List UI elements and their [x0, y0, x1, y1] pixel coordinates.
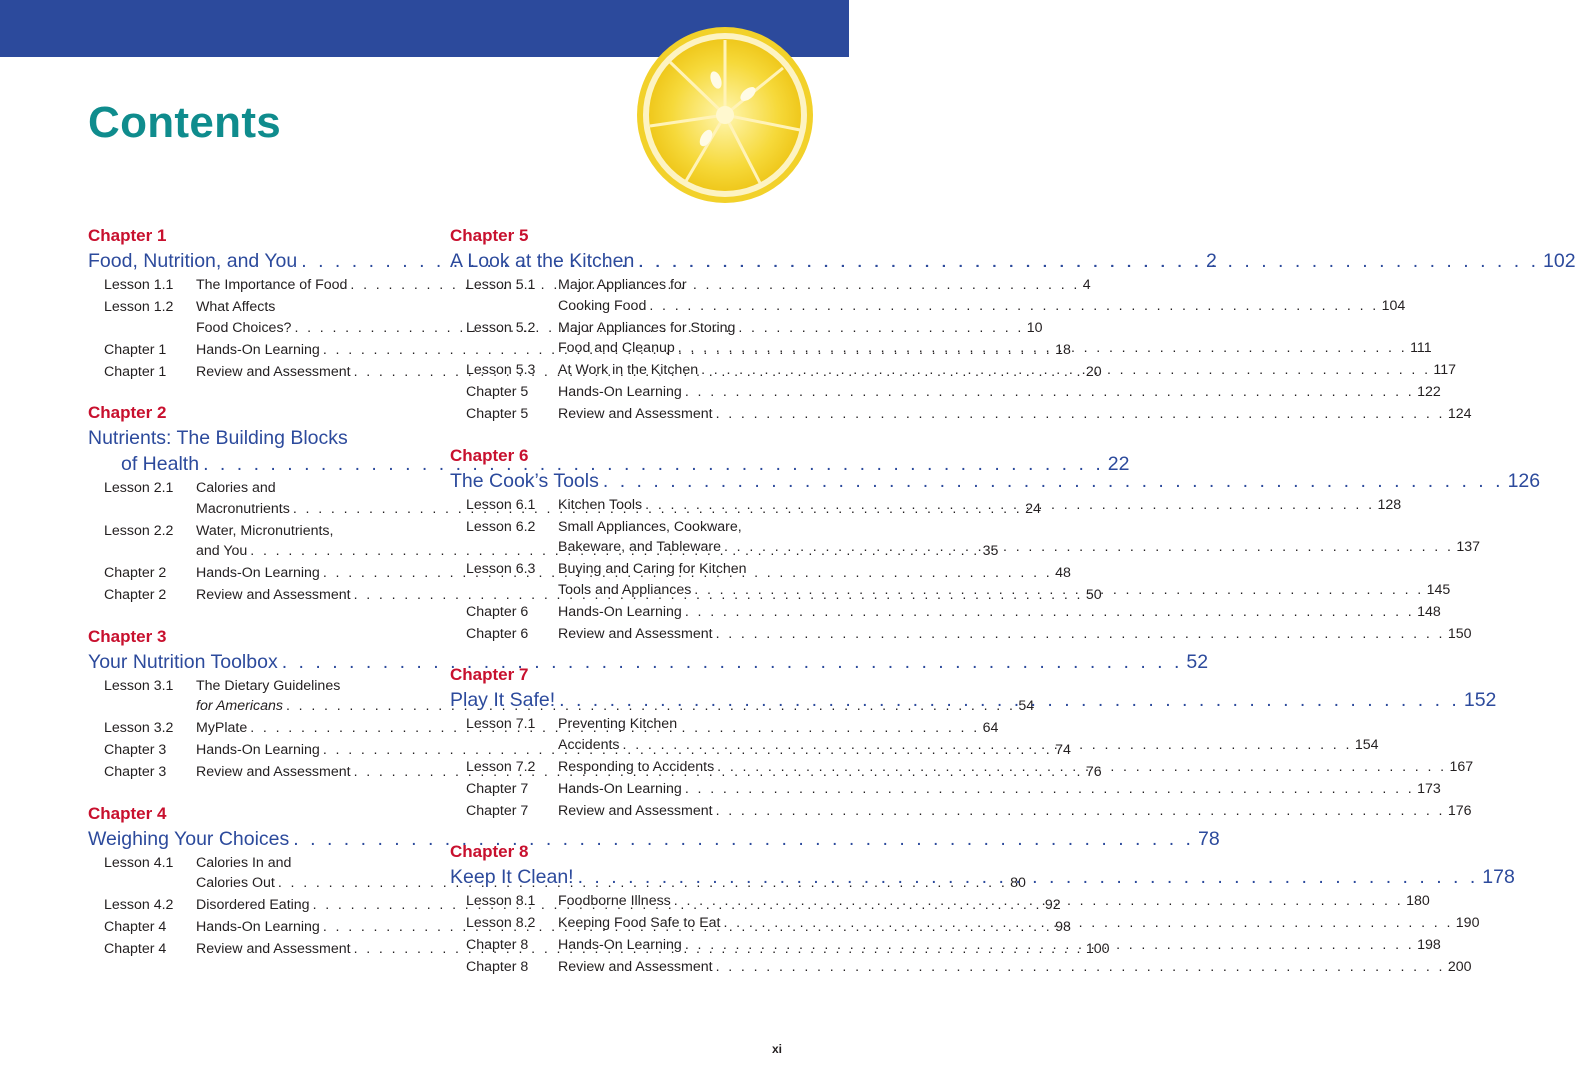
entry-page: 128: [1377, 496, 1402, 513]
entry-id: Lesson 4.2: [104, 897, 174, 913]
page-title: Contents: [88, 98, 282, 147]
toc-entry[interactable]: [450, 801, 1472, 822]
entry-page: 122: [1417, 384, 1441, 400]
entry-page: 50: [1085, 587, 1102, 603]
entry-title: Hands-On Learning: [196, 742, 320, 758]
entry-title: Review and Assessment: [196, 764, 351, 780]
entry-id: Lesson 2.2: [104, 522, 174, 539]
chapter-title: of Health: [121, 453, 200, 475]
entry-title: Kitchen Tools: [558, 496, 643, 513]
chapter-label: Chapter 7: [450, 665, 529, 684]
entry-title: Hands-On Learning: [196, 341, 320, 358]
entry-page: 180: [1406, 893, 1430, 909]
toc-entry[interactable]: [450, 275, 1406, 316]
entry-page: 137: [1456, 539, 1480, 555]
entry-title: Review and Assessment: [558, 625, 713, 642]
dot-leader: [716, 404, 1445, 425]
entry-title: Hands-On Learning: [196, 919, 320, 935]
entry-id: Lesson 8.2: [466, 915, 536, 931]
chapter-title: Your Nutrition Toolbox: [88, 650, 278, 673]
chapter-title: Food, Nutrition, and You: [88, 250, 298, 272]
entry-id: Lesson 3.1: [104, 677, 174, 694]
entry-page: 148: [1417, 603, 1441, 620]
entry-title-line1: Small Appliances, Cookware,: [558, 518, 742, 535]
entry-title: Food and Cleanup: [558, 340, 675, 356]
entry-title: Hands-On Learning: [558, 603, 682, 620]
entry-page: 18: [1055, 341, 1071, 358]
entry-id: Chapter 2: [104, 587, 167, 603]
entry-title: Cooking Food: [558, 297, 647, 314]
dot-leader: [717, 757, 1446, 778]
entry-page: 117: [1433, 362, 1457, 378]
entry-id: Chapter 8: [466, 959, 529, 975]
entry-title: Bakeware, and Tableware: [558, 539, 721, 555]
dot-leader: [603, 468, 1504, 494]
toc-entry[interactable]: [450, 602, 1441, 623]
toc-entry[interactable]: [450, 382, 1441, 403]
entry-title: Disordered Eating: [196, 897, 310, 913]
dot-leader: [685, 382, 1414, 403]
page-number: xi: [772, 1042, 783, 1056]
entry-page: 35: [982, 543, 999, 559]
entry-title: Responding to Accidents: [558, 758, 715, 775]
chapter-label: Chapter 3: [88, 626, 167, 646]
dot-leader: [716, 957, 1445, 978]
dot-leader: [645, 495, 1374, 516]
entry-id: Chapter 6: [466, 625, 529, 642]
entry-id: Lesson 5.1: [466, 277, 536, 293]
entry-title: Hands-On Learning: [558, 384, 682, 400]
entry-title-line1: What Affects: [196, 299, 276, 315]
toc-entry[interactable]: [450, 404, 1472, 425]
entry-page: 173: [1417, 780, 1441, 797]
entry-id: Lesson 7.1: [466, 716, 536, 732]
entry-title-line1: Major Appliances for Storing: [558, 319, 736, 336]
dot-leader: [685, 935, 1414, 956]
entry-id: Chapter 4: [104, 941, 167, 957]
entry-id: Chapter 4: [104, 919, 167, 935]
entry-id: Lesson 6.1: [466, 496, 536, 513]
entry-title: Foodborne Illness: [558, 893, 671, 909]
dot-leader: [649, 296, 1378, 317]
entry-title: Macronutrients: [196, 500, 290, 517]
entry-id: Lesson 5.2: [466, 319, 536, 336]
entry-title: Tools and Appliances: [558, 581, 692, 598]
entry-id: Lesson 8.1: [466, 893, 536, 909]
chapter-title: The Cook’s Tools: [450, 469, 599, 492]
entry-page: 80: [1010, 875, 1026, 891]
entry-page: 150: [1447, 625, 1472, 642]
entry-page: 104: [1381, 297, 1406, 314]
entry-id: Lesson 4.1: [104, 854, 174, 871]
entry-title: At Work in the Kitchen: [558, 362, 699, 378]
entry-id: Lesson 7.2: [466, 758, 536, 775]
entry-id: Lesson 6.3: [466, 561, 536, 577]
dot-leader: [685, 602, 1414, 623]
chapter-label: Chapter 4: [88, 803, 167, 823]
dot-leader: [694, 580, 1423, 601]
entry-title-line1: Major Appliances for: [558, 277, 687, 293]
entry-page: 76: [1085, 764, 1102, 780]
entry-id: Lesson 6.2: [466, 518, 536, 535]
entry-title: MyPlate: [196, 720, 248, 736]
entry-id: Lesson 5.3: [466, 362, 536, 378]
entry-page: 200: [1447, 959, 1472, 975]
entry-title: Accidents: [558, 736, 620, 753]
entry-id: Lesson 3.2: [104, 720, 174, 736]
entry-page: 48: [1055, 565, 1071, 581]
entry-id: Chapter 1: [104, 341, 167, 358]
entry-page: 111: [1410, 340, 1432, 356]
entry-page: 24: [1025, 500, 1041, 517]
entry-title: Review and Assessment: [196, 941, 351, 957]
entry-title: Review and Assessment: [196, 587, 351, 603]
toc-entry[interactable]: [450, 779, 1441, 800]
entry-title: Hands-On Learning: [558, 780, 682, 797]
entry-title-line1: Calories In and: [196, 854, 292, 871]
entry-id: Lesson 1.2: [104, 299, 174, 315]
entry-id: Lesson 2.1: [104, 480, 174, 496]
dot-leader: [701, 360, 1430, 381]
entry-id: Chapter 7: [466, 780, 529, 797]
dot-leader: [716, 801, 1445, 822]
entry-id: Chapter 6: [466, 603, 529, 620]
entry-title: Keeping Food Safe to Eat: [558, 915, 721, 931]
entry-page: 154: [1354, 736, 1379, 753]
dot-leader: [578, 864, 1479, 890]
chapter-page: 152: [1463, 689, 1497, 711]
chapter-label: Chapter 1: [88, 226, 167, 245]
entry-page: 92: [1044, 897, 1061, 913]
dot-leader: [674, 891, 1403, 912]
entry-title: Review and Assessment: [558, 959, 713, 975]
entry-title: The Importance of Food: [196, 277, 348, 293]
chapter-label: Chapter 8: [450, 842, 529, 861]
entry-title-line1: Calories and: [196, 480, 276, 496]
entry-title-line1: Preventing Kitchen: [558, 716, 678, 732]
entry-page: 74: [1055, 742, 1071, 758]
entry-id: Chapter 3: [104, 764, 167, 780]
entry-page: 54: [1018, 698, 1035, 714]
chapter-page: 2: [1205, 250, 1217, 272]
chapter-title: A Look at the Kitchen: [450, 250, 635, 272]
lemon-slice-illustration: [636, 26, 814, 204]
chapter-page: 126: [1507, 469, 1541, 492]
dot-leader: [623, 735, 1352, 756]
entry-page: 190: [1455, 915, 1480, 931]
entry-id: Chapter 5: [466, 384, 529, 400]
chapter-title: Keep It Clean!: [450, 866, 574, 888]
entry-title-line1: Buying and Caring for Kitchen: [558, 561, 747, 577]
entry-title: Food Choices?: [196, 319, 292, 336]
entry-title: Hands-On Learning: [558, 937, 682, 953]
dot-leader: [638, 248, 1539, 274]
entry-page: 4: [1082, 277, 1091, 293]
entry-page: 145: [1426, 581, 1451, 598]
entry-id: Chapter 5: [466, 406, 529, 422]
entry-title: Hands-On Learning: [196, 565, 320, 581]
entry-page: 98: [1055, 919, 1071, 935]
entry-page: 64: [982, 720, 999, 736]
entry-page: 198: [1417, 937, 1441, 953]
entry-page: 20: [1085, 363, 1102, 380]
chapter-label: Chapter 5: [450, 226, 529, 245]
dot-leader: [724, 537, 1453, 558]
entry-title: and You: [196, 543, 248, 559]
chapter-title-line1: Nutrients: The Building Blocks: [88, 427, 348, 449]
toc-entry[interactable]: [450, 957, 1472, 978]
entry-id: Chapter 7: [466, 802, 529, 819]
chapter-page: 22: [1107, 453, 1130, 475]
entry-title: Review and Assessment: [558, 406, 713, 422]
entry-id: Chapter 8: [466, 937, 529, 953]
entry-id: Chapter 2: [104, 565, 167, 581]
chapter-page: 52: [1186, 650, 1209, 673]
toc-entry[interactable]: [450, 624, 1472, 645]
dot-leader: [685, 779, 1414, 800]
chapter-page: 178: [1482, 866, 1515, 888]
entry-title-line1: Water, Micronutrients,: [196, 522, 334, 539]
chapter-label: Chapter 2: [88, 403, 167, 422]
chapter-page: 78: [1197, 827, 1220, 850]
entry-page: 124: [1447, 406, 1472, 422]
entry-title: for Americans: [196, 698, 283, 714]
chapter-title: Play It Safe!: [450, 689, 556, 711]
entry-page: 10: [1026, 319, 1043, 336]
chapter-title: Weighing Your Choices: [88, 827, 290, 850]
entry-id: Lesson 1.1: [104, 277, 174, 293]
entry-id: Chapter 3: [104, 742, 167, 758]
entry-page: 167: [1449, 758, 1474, 775]
entry-title-line1: The Dietary Guidelines: [196, 677, 341, 694]
dot-leader: [723, 913, 1452, 934]
entry-title: Review and Assessment: [196, 363, 351, 380]
entry-page: 176: [1447, 802, 1472, 819]
entry-page: 100: [1085, 941, 1110, 957]
chapter-title-link[interactable]: [450, 468, 1541, 494]
dot-leader: [716, 624, 1445, 645]
entry-title: Review and Assessment: [558, 802, 713, 819]
chapter-label: Chapter 6: [450, 445, 529, 465]
chapter-page: 102: [1543, 250, 1576, 272]
chapter-title-link[interactable]: [450, 248, 1576, 274]
entry-id: Chapter 1: [104, 363, 167, 380]
dot-leader: [559, 687, 1460, 713]
entry-title: Calories Out: [196, 875, 275, 891]
dot-leader: [678, 338, 1407, 359]
